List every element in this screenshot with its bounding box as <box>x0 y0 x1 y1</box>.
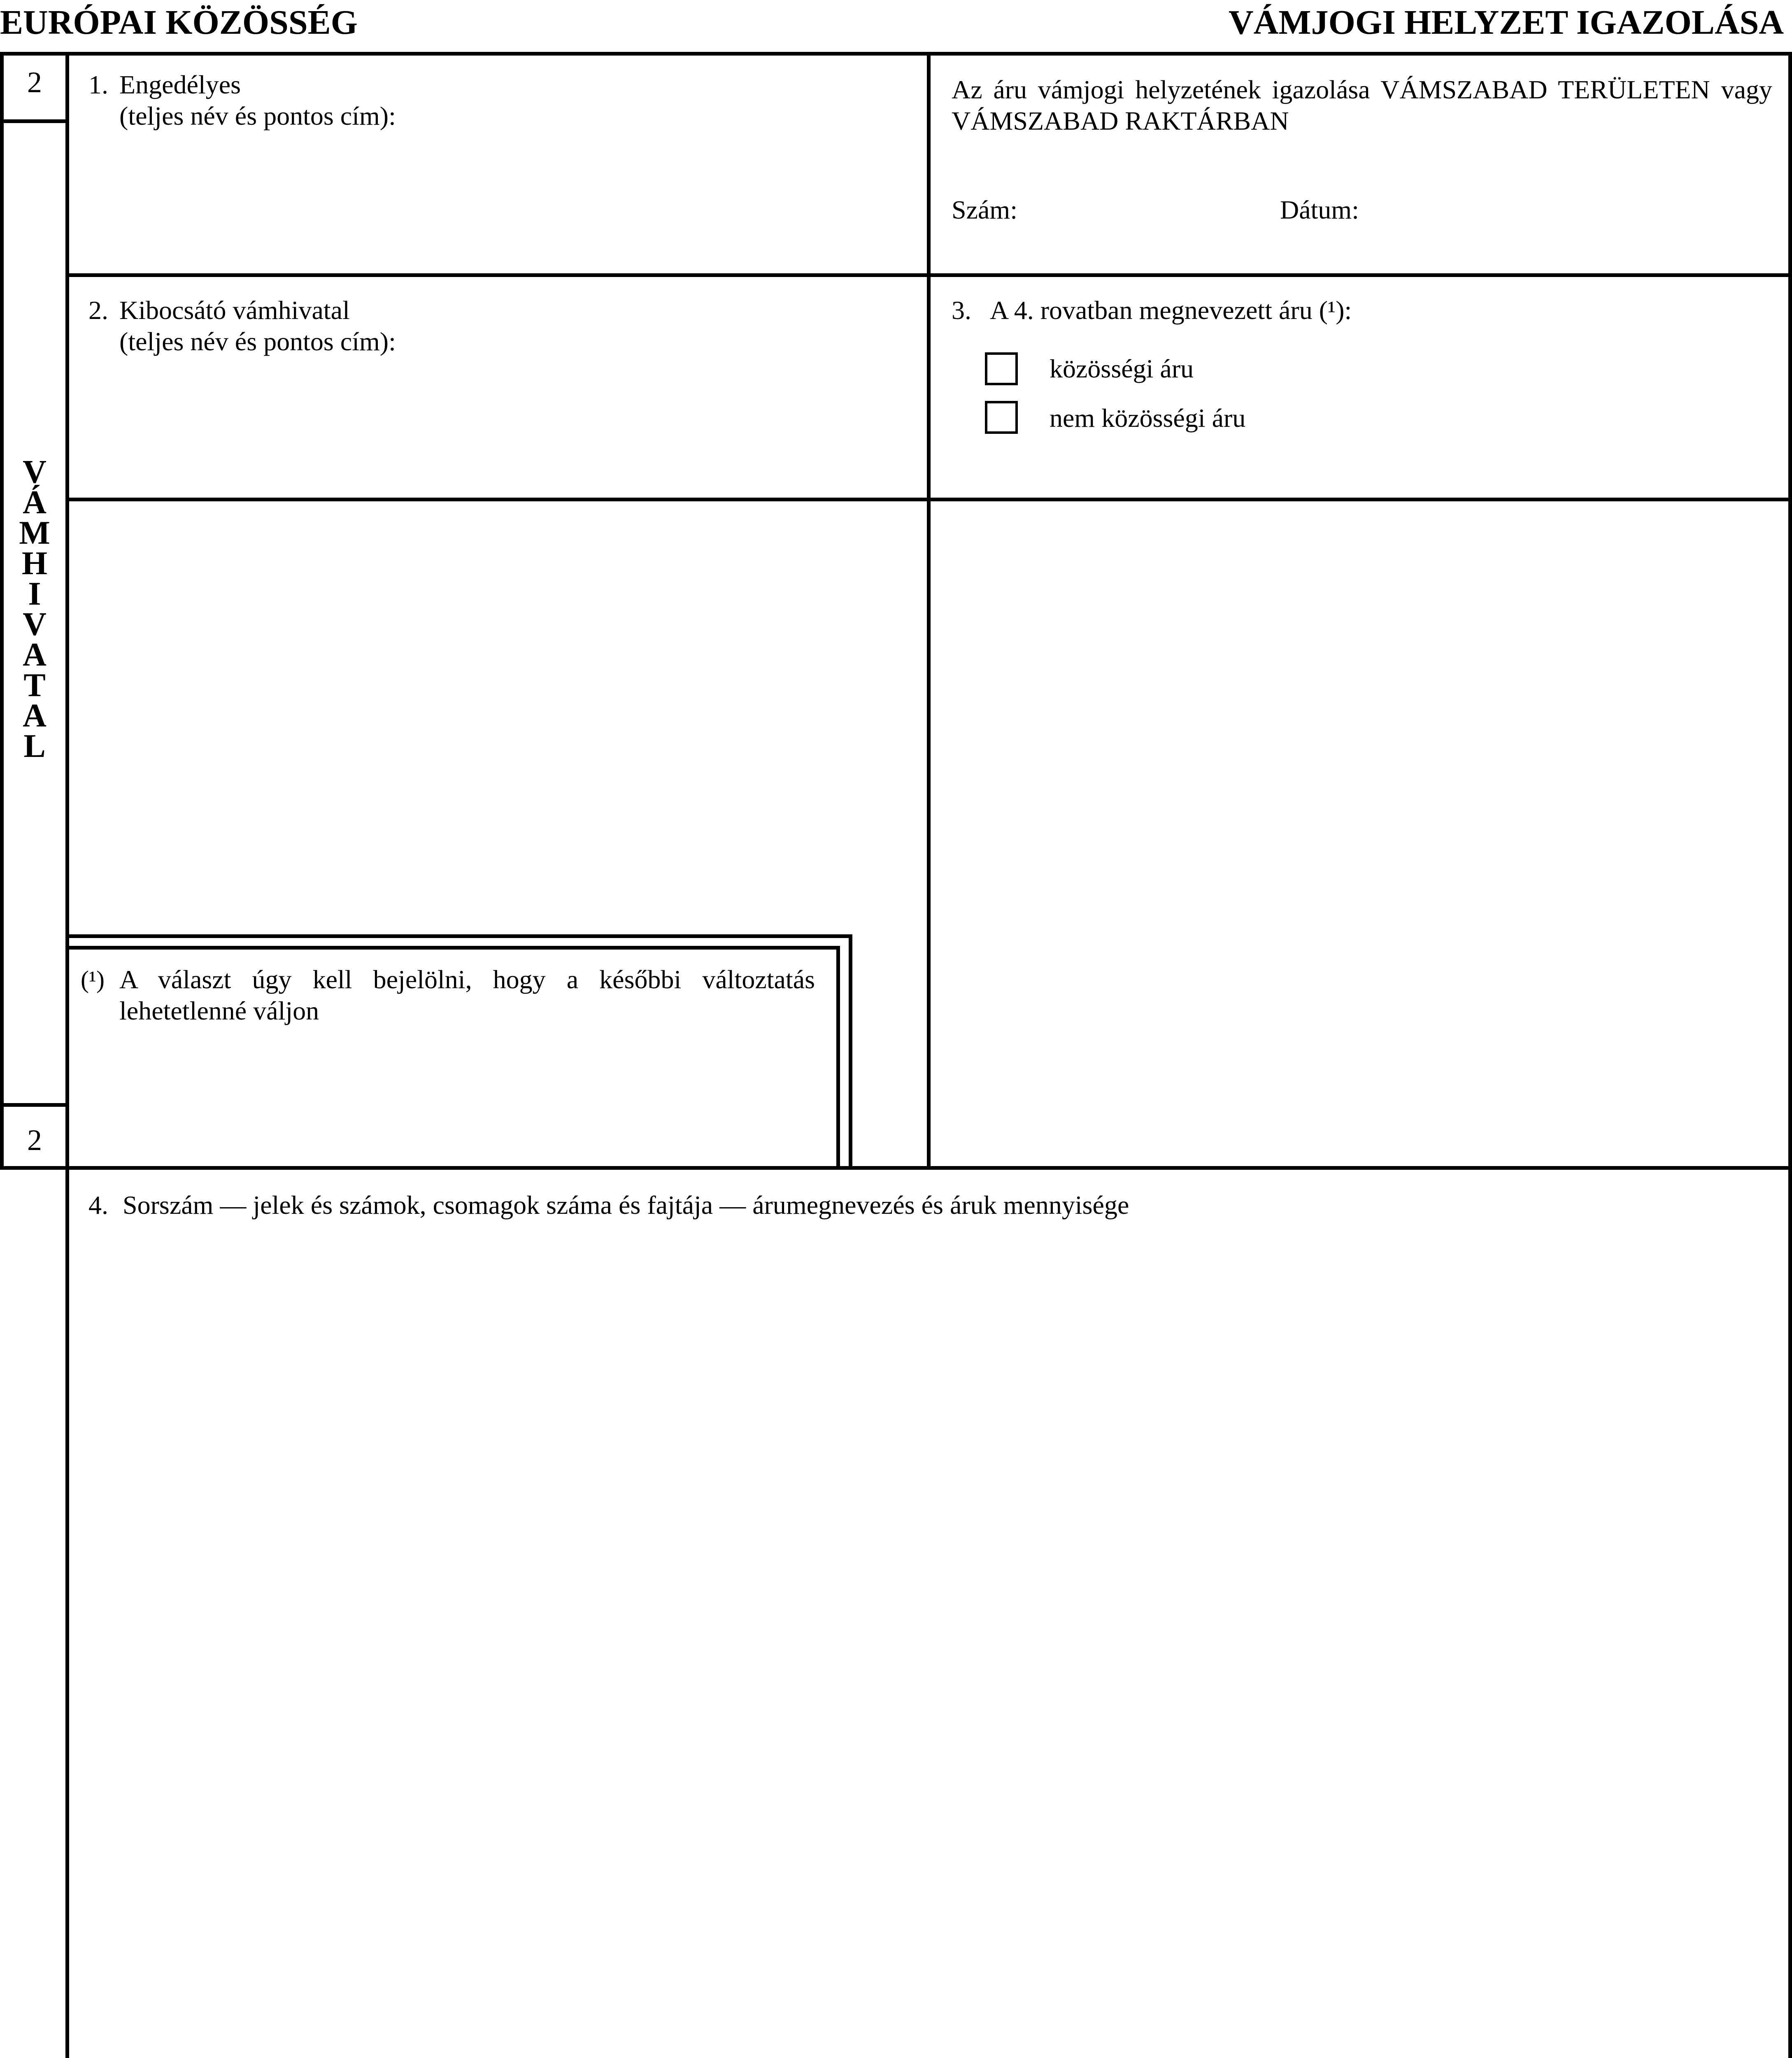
box2-subtitle: (teljes név és pontos cím): <box>119 327 396 356</box>
box2-title: Kibocsátó vámhivatal <box>119 296 350 325</box>
header-left-title: EURÓPAI KÖZÖSSÉG <box>0 3 358 42</box>
vertical-letter: I <box>28 576 41 612</box>
vertical-letter: V <box>23 454 47 490</box>
certificate-line2: VÁMSZABAD RAKTÁRBAN <box>952 106 1289 135</box>
box1-number: 1. <box>88 70 108 99</box>
side-divider-bottom <box>0 1103 69 1107</box>
vertical-letter: M <box>19 515 50 551</box>
community-goods-checkbox[interactable] <box>985 352 1018 385</box>
footnote-line1: A választ úgy kell bejelölni, hogy a későbbi változtatás <box>119 965 815 994</box>
box1-subtitle: (teljes név és pontos cím): <box>119 101 396 130</box>
box4-number: 4. <box>88 1190 108 1220</box>
footnote-marker: (¹) <box>81 966 105 993</box>
vertical-letter: Á <box>23 484 47 521</box>
vertical-letter: T <box>23 667 46 703</box>
vertical-letter: H <box>21 545 48 582</box>
box4-title: Sorszám — jelek és számok, csomagok száma és fajtája — árumegnevezés és áruk mennyisége <box>123 1190 1129 1220</box>
box2-number: 2. <box>88 296 108 325</box>
vertical-letter: A <box>23 698 47 734</box>
header-right-title: VÁMJOGI HELYZET IGAZOLÁSA <box>1228 3 1784 42</box>
box4-frame <box>65 1166 1792 2058</box>
copy-number-bottom: 2 <box>27 1124 42 1157</box>
row-divider-1 <box>65 273 1792 277</box>
box3-title: A 4. rovatban megnevezett áru (¹): <box>990 296 1352 325</box>
certificate-line1: Az áru vámjogi helyzetének igazolása VÁMSZABAD TERÜLETEN vagy <box>952 75 1772 104</box>
vertical-letter: V <box>23 606 47 643</box>
side-divider-top <box>0 119 69 123</box>
vertical-office-label <box>0 454 69 764</box>
copy-number-top: 2 <box>27 66 42 99</box>
non-community-goods-checkbox[interactable] <box>985 401 1018 434</box>
community-goods-label: közösségi áru <box>1050 354 1194 383</box>
row-divider-2 <box>65 498 1792 501</box>
vertical-letter: L <box>23 728 46 764</box>
upper-middle-divider <box>927 52 931 1170</box>
box1-title: Engedélyes <box>119 70 241 99</box>
vertical-letter: A <box>23 637 47 673</box>
non-community-goods-label: nem közösségi áru <box>1050 403 1246 433</box>
certificate-number-label: Szám: <box>952 195 1017 224</box>
box3-number: 3. <box>952 296 971 325</box>
footnote-line2: lehetetlenné váljon <box>119 996 319 1025</box>
certificate-date-label: Dátum: <box>1280 195 1359 224</box>
